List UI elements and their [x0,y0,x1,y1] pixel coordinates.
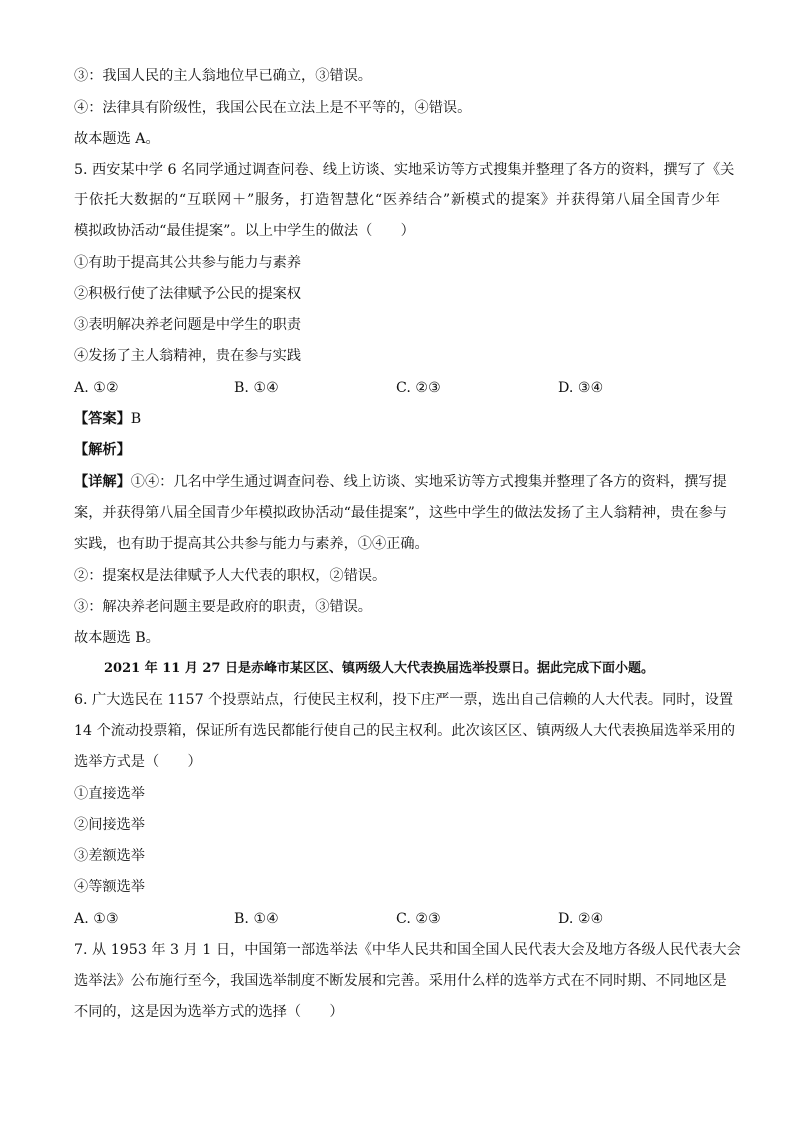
question-6-stem: 14 个流动投票箱，保证所有选民都能行使自己的民主权利。此次该区区、镇两级人大代表换届选举采用的 [74,723,736,739]
statement-item: ④发扬了主人翁精神，贵在参与实践 [74,348,302,364]
detail-line: 实践，也有助于提高其公共参与能力与素养，①④正确。 [74,536,429,552]
text-line: ③：我国人民的主人翁地位早已确立，③错误。 [74,68,372,84]
question-7-stem: 7. 从 1953 年 3 月 1 日，中国第一部选举法《中华人民共和国全国人民代表大会及地方各级人民代表大会 [74,942,741,958]
question-6-stem: 选举方式是（ ） [74,754,202,770]
detail-line [74,472,727,492]
statement-item: ①直接选举 [74,786,145,802]
option-c: C. ②③ [396,911,441,927]
option-c: C. ②③ [396,380,441,396]
detail-tag: 【详解】 [74,474,131,490]
statement-item: ③表明解决养老问题是中学生的职责 [74,317,302,333]
option-a: A. ①② [74,380,119,396]
option-a: A. ①③ [74,911,119,927]
answer-line [74,409,720,429]
analysis-tag: 【解析】 [74,442,131,458]
detail-line: ②：提案权是法律赋予人大代表的职权，②错误。 [74,568,387,584]
statement-item: ②积极行使了法律赋予公民的提案权 [74,286,302,302]
statement-item: ①有助于提高其公共参与能力与素养 [74,255,302,271]
question-5-stem: 于依托大数据的“互联网＋”服务，打造智慧化“医养结合”新模式的提案》并获得第八届全国青少年 [74,192,720,208]
question-7-stem: 不同的，这是因为选举方式的选择（ ） [74,1004,344,1020]
group-intro: 2021 年 11 月 27 日是赤峰市某区区、镇两级人大代表换届选举投票日。据此完成下面小题。 [104,661,654,676]
question-5-stem: 模拟政协活动“最佳提案”。以上中学生的做法（ ） [74,223,415,239]
question-5-stem: 5. 西安某中学 6 名同学通过调查问卷、线上访谈、实地采访等方式搜集并整理了各方的资料，撰写了《关 [74,162,735,178]
text-line: ④：法律具有阶级性，我国公民在立法上是不平等的，④错误。 [74,100,472,116]
answer-tag: 【答案】 [74,411,131,427]
detail-text: ①④：几名中学生通过调查问卷、线上访谈、实地采访等方式搜集并整理了各方的资料，撰写提 [130,474,727,490]
statement-item: ③差额选举 [74,848,145,864]
question-6-stem: 6. 广大选民在 1157 个投票站点，行使民主权利，投下庄严一票，选出自己信赖的人大代表。同时，设置 [74,692,734,708]
option-d: D. ③④ [558,380,604,396]
option-b: B. ①④ [234,380,279,396]
option-d: D. ②④ [558,911,604,927]
statement-item: ④等额选举 [74,879,145,895]
option-b: B. ①④ [234,911,279,927]
detail-line: 案，并获得第八届全国青少年模拟政协活动“最佳提案”，这些中学生的做法发扬了主人翁精神，贵在参与 [74,505,727,521]
text-line: 故本题选 A。 [74,131,160,147]
detail-line: ③：解决养老问题主要是政府的职责，③错误。 [74,599,372,615]
detail-line: 故本题选 B。 [74,630,160,646]
answer-value: B [130,411,142,427]
question-7-stem: 选举法》公布施行至今，我国选举制度不断发展和完善。采用什么样的选举方式在不同时期、不同地区是 [74,973,727,989]
statement-item: ②间接选举 [74,817,145,833]
